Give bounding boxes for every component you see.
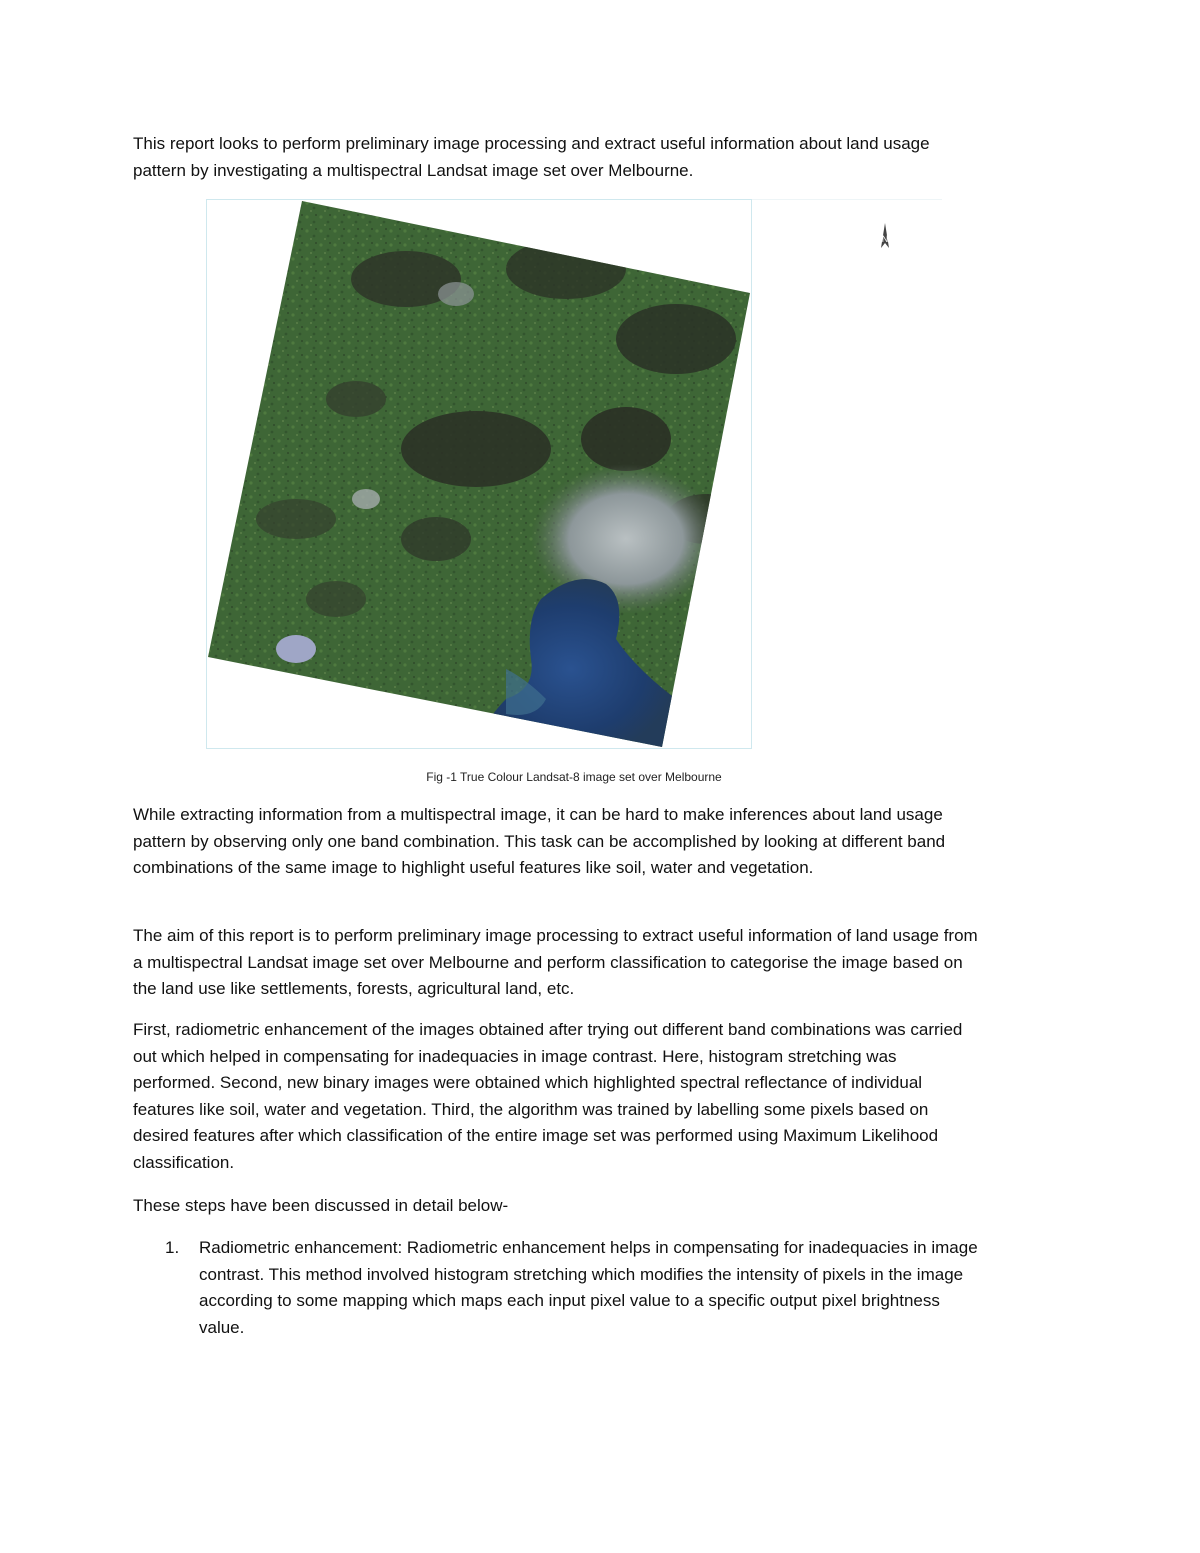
steps-list — [133, 1235, 978, 1341]
figure-border-line — [752, 199, 942, 200]
list-item-text: Radiometric enhancement: Radiometric enhancement helps in compensating for inadequacies in image contrast. This method involved histogram stretching which modifies the intensity of pixels in the image according to some mapping which maps each input pixel value to a specific output pixel brightness value. — [199, 1238, 978, 1337]
figure-caption: Fig -1 True Colour Landsat-8 image set over Melbourne — [426, 770, 722, 784]
body-paragraph-2: The aim of this report is to perform preliminary image processing to extract useful information of land usage from a multispectral Landsat image set over Melbourne and perform classification to categorise the image based on the land use like settlements, forests, agricultural land, etc. — [133, 926, 978, 998]
body-paragraph-3: First, radiometric enhancement of the images obtained after trying out different band combinations was carried out which helped in compensating for inadequacies in image contrast. Here, histogram stretching was performed. Second, new binary images were obtained which highlighted spectral reflectance of individual features like soil, water and vegetation. Third, the algorithm was trained by labelling some pixels based on desired features after which classification of the entire image set was performed using Maximum Likelihood classification. — [133, 1020, 963, 1172]
body-paragraph-1: While extracting information from a multispectral image, it can be hard to make inferences about land usage pattern by observing only one band combination. This task can be accomplished by looking at different band combinations of the same image to highlight useful features like soil, water and vegetation. — [133, 805, 946, 877]
north-arrow-icon — [876, 222, 894, 252]
list-item-number: 1. — [165, 1238, 180, 1257]
landsat-true-colour-image — [206, 199, 752, 749]
north-label: N — [881, 234, 889, 244]
intro-paragraph: This report looks to perform preliminary image processing and extract useful information about land usage pattern by investigating a multispectral Landsat image set over Melbourne. — [133, 134, 930, 180]
body-paragraph-4: These steps have been discussed in detail below- — [133, 1196, 509, 1215]
list-item — [133, 1235, 978, 1341]
